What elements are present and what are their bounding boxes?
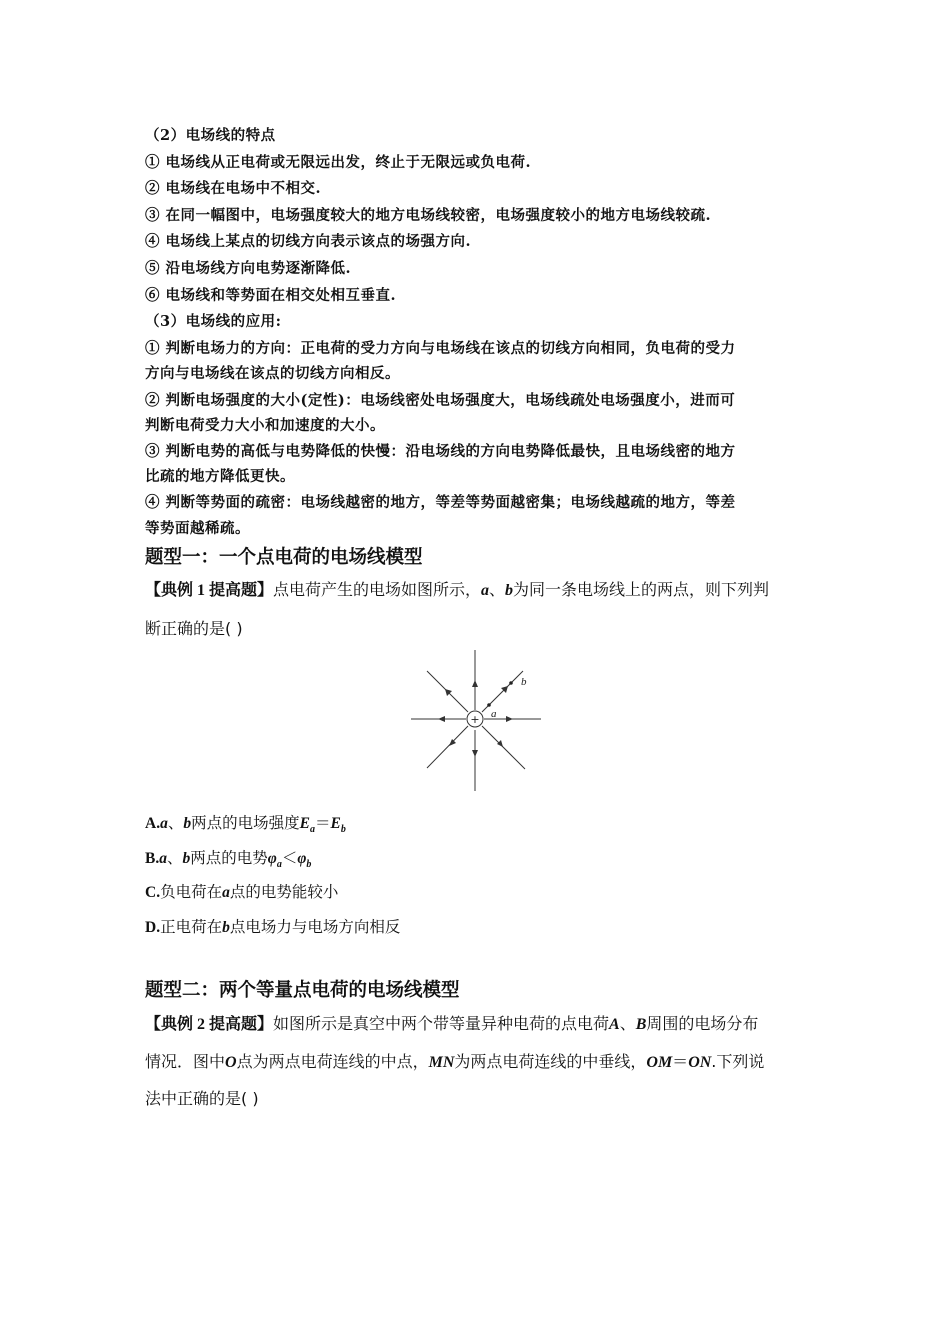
type2-tag: 【典例 2 提高题】 [145, 1016, 274, 1033]
var-OM: OM [646, 1054, 673, 1071]
option-text: 正电荷在 [160, 918, 223, 936]
application-3-line2: 比疏的地方降低更快。 [145, 468, 295, 485]
var: b [183, 815, 192, 832]
label-b: b [521, 676, 527, 688]
field-line-lower-left [427, 726, 468, 768]
var: b [222, 919, 230, 936]
feature-item-4: ④ 电场线上某点的切线方向表示该点的场强方向. [145, 233, 472, 250]
option-c[interactable] [145, 880, 338, 902]
q-text: 周围的电场分布 [646, 1014, 759, 1033]
point-charge-figure [405, 645, 545, 795]
relation: ＝ [314, 814, 331, 832]
application-2-line1: ② 判断电场强度的大小(定性)：电场线密处电场强度大，电场线疏处电场强度小，进而可 [145, 392, 736, 409]
symbol: φ [297, 850, 307, 867]
option-text: 负电荷在 [160, 883, 223, 901]
sep: 、 [167, 814, 184, 832]
subscript: b [306, 859, 312, 871]
option-d[interactable] [145, 915, 400, 937]
feature-item-5: ⑤ 沿电场线方向电势逐渐降低. [145, 260, 352, 277]
applications-title: （3）电场线的应用: [145, 313, 282, 330]
sep: 、 [619, 1014, 636, 1033]
sep: 、 [489, 580, 506, 599]
charge-sign: + [470, 713, 480, 726]
feature-item-2: ② 电场线在电场中不相交. [145, 180, 322, 197]
var-a: a [481, 582, 490, 599]
relation: ＝ [672, 1052, 689, 1071]
type2-question-line1 [145, 1011, 758, 1034]
var-MN: MN [428, 1054, 455, 1071]
option-b-prefix: B. [145, 850, 160, 867]
application-2-line2: 判断电荷受力大小和加速度的大小。 [145, 417, 385, 434]
var-A: A [609, 1016, 620, 1033]
sep: 、 [166, 849, 183, 867]
option-d-prefix: D. [145, 919, 161, 936]
option-a-prefix: A. [145, 815, 161, 832]
feature-item-1: ① 电场线从正电荷或无限远出发，终止于无限远或负电荷. [145, 154, 532, 171]
feature-item-6: ⑥ 电场线和等势面在相交处相互垂直. [145, 287, 397, 304]
symbol: E [299, 815, 310, 832]
application-3-line1: ③ 判断电势的高低与电势降低的快慢：沿电场线的方向电势降低最快，且电场线密的地方 [145, 443, 736, 460]
application-4-line1: ④ 判断等势面的疏密：电场线越密的地方，等差等势面越密集；电场线越疏的地方，等差 [145, 494, 736, 511]
symbol: φ [267, 850, 277, 867]
option-text: 点的电势能较小 [229, 883, 339, 901]
var: a [159, 850, 167, 867]
application-1-line2: 方向与电场线在该点的切线方向相反。 [145, 365, 400, 382]
type1-question-line1 [145, 577, 769, 600]
q-text: .下列说 [711, 1052, 765, 1071]
point-a [487, 703, 491, 707]
q-text: 情况．图中 [145, 1052, 226, 1071]
q-text: 为同一条电场线上的两点，则下列判 [513, 580, 770, 599]
var: b [182, 850, 191, 867]
var-ON: ON [688, 1054, 712, 1071]
var-B: B [635, 1016, 647, 1033]
type2-question-line2 [145, 1049, 764, 1072]
option-a[interactable] [145, 811, 346, 835]
relation: ＜ [281, 849, 298, 867]
features-title: （2）电场线的特点 [145, 127, 276, 144]
q-text: 为两点电荷连线的中垂线， [454, 1052, 647, 1071]
option-text: 点电场力与电场方向相反 [229, 918, 401, 936]
var: a [160, 815, 168, 832]
type1-question-line2: 断正确的是( ) [145, 619, 243, 638]
type1-tag: 【典例 1 提高题】 [145, 582, 274, 599]
var-O: O [225, 1054, 237, 1071]
option-text: 两点的电势 [190, 849, 268, 867]
q-text: 点电荷产生的电场如图所示， [273, 580, 482, 599]
type2-heading: 题型二：两个等量点电荷的电场线模型 [145, 980, 460, 1001]
field-line-lower-right [482, 726, 525, 769]
type2-question-line3: 法中正确的是( ) [145, 1089, 259, 1108]
application-4-line2: 等势面越稀疏。 [145, 520, 250, 537]
application-1-line1: ① 判断电场力的方向：正电荷的受力方向与电场线在该点的切线方向相同，负电荷的受力 [145, 340, 736, 357]
subscript: a [276, 859, 282, 871]
q-text: 点为两点电荷连线的中点， [236, 1052, 429, 1071]
option-text: 两点的电场强度 [191, 814, 300, 832]
subscript: b [340, 824, 346, 836]
subscript: a [309, 824, 315, 836]
q-text: 如图所示是真空中两个带等量异种电荷的点电荷 [273, 1014, 610, 1033]
label-a: a [491, 708, 497, 720]
feature-item-3: ③ 在同一幅图中，电场强度较大的地方电场线较密，电场强度较小的地方电场线较疏. [145, 207, 712, 224]
symbol: E [330, 815, 341, 832]
type1-heading: 题型一：一个点电荷的电场线模型 [145, 547, 423, 568]
var: a [222, 884, 230, 901]
option-c-prefix: C. [145, 884, 161, 901]
var-b: b [505, 582, 514, 599]
option-b[interactable] [145, 846, 311, 870]
point-b [509, 681, 513, 685]
